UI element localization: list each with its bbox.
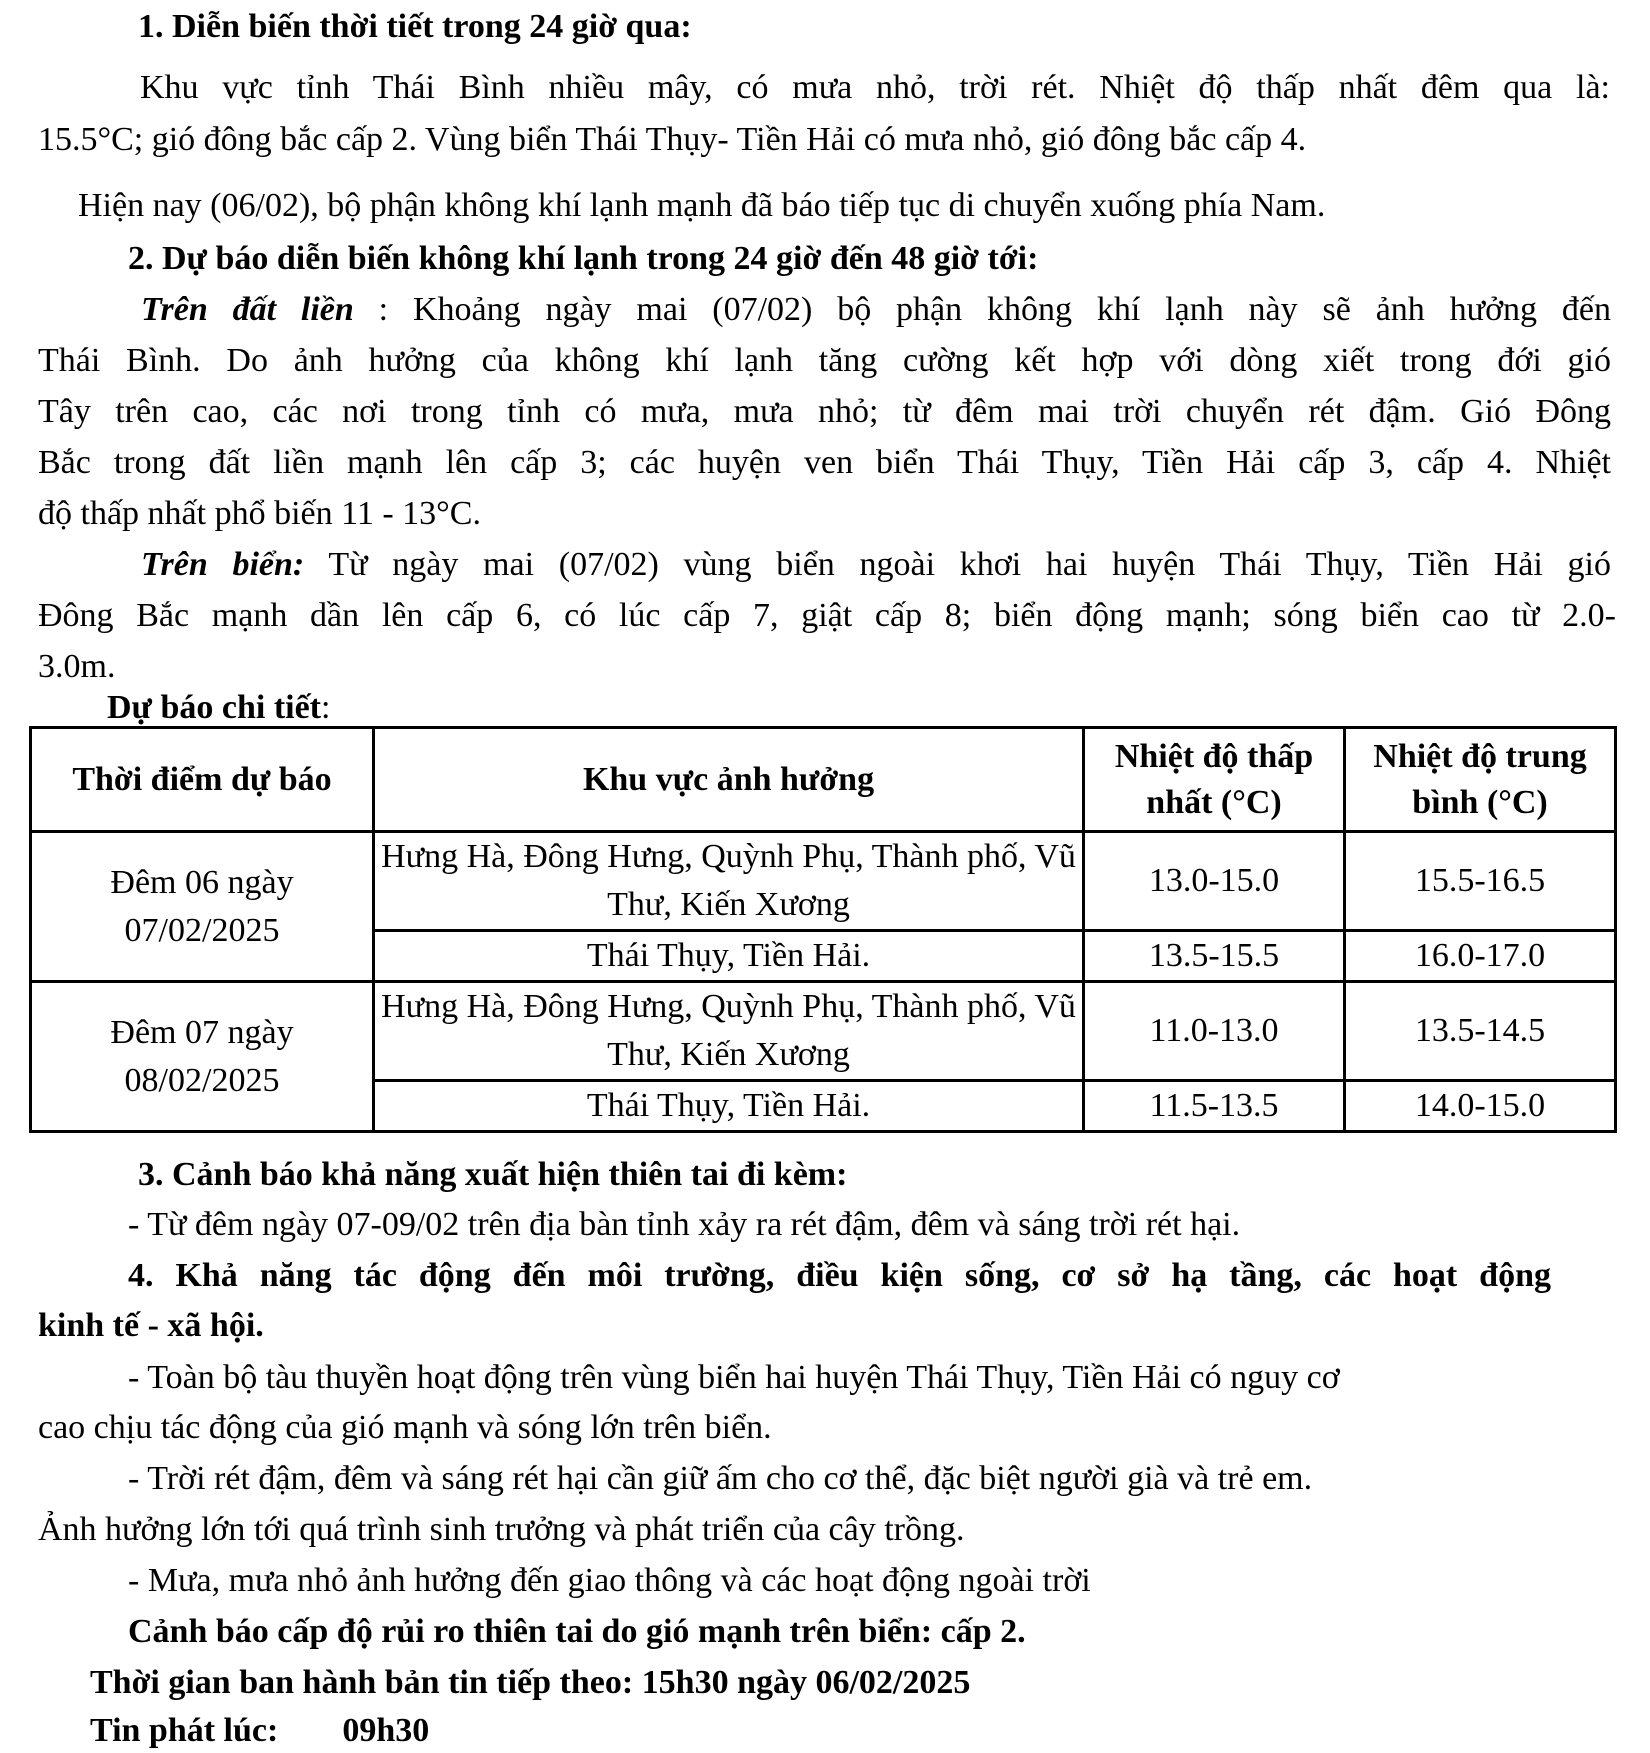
section4-item2-line2: Ảnh hưởng lớn tới quá trình sinh trưởng và phát triển của cây trồng.: [38, 1511, 965, 1548]
table-row: [31, 982, 1616, 1081]
section4-heading-line2: kinh tế - xã hội.: [38, 1307, 264, 1344]
cell-avg-temp: 15.5-16.5: [1345, 832, 1616, 931]
section3-item1: - Từ đêm ngày 07-09/02 trên địa bàn tỉnh xảy ra rét đậm, đêm và sáng trời rét hại.: [128, 1206, 1241, 1243]
section4-heading-line1-text: 4. Khả năng tác động đến môi trường, điều kiện sống, cơ sở hạ tầng, các hoạt động: [128, 1257, 1551, 1294]
land-paragraph-line5: độ thấp nhất phổ biến 11 - 13°C.: [38, 495, 481, 532]
section1-heading: 1. Diễn biến thời tiết trong 24 giờ qua:: [138, 8, 692, 45]
land-line1-text: : Khoảng ngày mai (07/02) bộ phận không khí lạnh này sẽ ảnh hưởng đến: [353, 291, 1611, 328]
detail-label: Dự báo chi tiết: [107, 689, 321, 726]
section4-item2-line1: - Trời rét đậm, đêm và sáng rét hại cần giữ ấm cho cơ thể, đặc biệt người già và trẻ em.: [128, 1460, 1313, 1497]
cell-area: Thái Thụy, Tiền Hải.: [374, 931, 1084, 982]
cell-min-temp: 13.0-15.0: [1084, 832, 1345, 931]
section2-heading: 2. Dự báo diễn biến không khí lạnh trong 24 giờ đến 48 giờ tới:: [128, 240, 1039, 277]
land-paragraph-line3: Tây trên cao, các nơi trong tỉnh có mưa, mưa nhỏ; từ đêm mai trời chuyển rét đậm. Gió Đông: [38, 393, 1611, 430]
header-avg-temp: Nhiệt độ trung bình (°C): [1345, 728, 1616, 832]
section4-item3: - Mưa, mưa nhỏ ảnh hưởng đến giao thông và các hoạt động ngoài trời: [128, 1562, 1091, 1599]
section1-para1-line1-text: Khu vực tỉnh Thái Bình nhiều mây, có mưa nhỏ, trời rét. Nhiệt độ thấp nhất đêm qua là:: [140, 69, 1610, 106]
land-paragraph-line1: [141, 290, 1611, 330]
land-label: Trên đất liền: [141, 291, 354, 328]
sea-line1-text: Từ ngày mai (07/02) vùng biển ngoài khơi hai huyện Thái Thụy, Tiền Hải gió: [304, 546, 1612, 583]
cell-avg-temp: 16.0-17.0: [1345, 931, 1616, 982]
header-min-temp: Nhiệt độ thấp nhất (°C): [1084, 728, 1345, 832]
section4-item1-line1: - Toàn bộ tàu thuyền hoạt động trên vùng biển hai huyện Thái Thụy, Tiền Hải có nguy cơ: [128, 1359, 1340, 1396]
section4-item1-line2: cao chịu tác động của gió mạnh và sóng lớn trên biển.: [38, 1409, 772, 1446]
issued-time: 09h30: [342, 1712, 430, 1749]
detail-colon: :: [321, 689, 331, 726]
cell-min-temp: 11.5-13.5: [1084, 1081, 1345, 1132]
next-bulletin-time: Thời gian ban hành bản tin tiếp theo: 15h30 ngày 06/02/2025: [90, 1664, 971, 1701]
section1-para1-line2: 15.5°C; gió đông bắc cấp 2. Vùng biển Thái Thụy- Tiền Hải có mưa nhỏ, gió đông bắc cấp 4.: [38, 121, 1307, 158]
land-paragraph-line4: Bắc trong đất liền mạnh lên cấp 3; các huyện ven biển Thái Thụy, Tiền Hải cấp 3, cấp 4. Nhiệt: [38, 444, 1611, 481]
header-time: Thời điểm dự báo: [31, 728, 374, 832]
detail-forecast-label: [107, 688, 330, 728]
section1-para1-line1: [140, 68, 1610, 108]
cell-time: Đêm 07 ngày 08/02/2025: [31, 982, 374, 1132]
section3-heading: 3. Cảnh báo khả năng xuất hiện thiên tai đi kèm:: [138, 1156, 848, 1193]
table-header-row: [31, 728, 1616, 832]
cell-time: Đêm 06 ngày 07/02/2025: [31, 832, 374, 982]
cell-area: Hưng Hà, Đông Hưng, Quỳnh Phụ, Thành phố, Vũ Thư, Kiến Xương: [374, 982, 1084, 1081]
table-row: [31, 832, 1616, 931]
sea-line1-wrap: [141, 545, 1611, 585]
issued-time-row: [90, 1711, 429, 1751]
cell-area: Thái Thụy, Tiền Hải.: [374, 1081, 1084, 1132]
cell-area: Hưng Hà, Đông Hưng, Quỳnh Phụ, Thành phố, Vũ Thư, Kiến Xương: [374, 832, 1084, 931]
section4-heading-line1: [128, 1256, 1551, 1296]
header-area: Khu vực ảnh hưởng: [374, 728, 1084, 832]
cell-min-temp: 13.5-15.5: [1084, 931, 1345, 982]
forecast-table: [29, 726, 1617, 1133]
risk-level-warning: Cảnh báo cấp độ rủi ro thiên tai do gió mạnh trên biển: cấp 2.: [128, 1613, 1026, 1650]
sea-paragraph-line1: [141, 545, 1611, 585]
cell-avg-temp: 13.5-14.5: [1345, 982, 1616, 1081]
sea-paragraph-line3: 3.0m.: [38, 648, 116, 685]
land-paragraph-line2: Thái Bình. Do ảnh hưởng của không khí lạnh tăng cường kết hợp với dòng xiết trong đới gió: [38, 342, 1611, 379]
cell-avg-temp: 14.0-15.0: [1345, 1081, 1616, 1132]
cell-min-temp: 11.0-13.0: [1084, 982, 1345, 1081]
section1-para2: Hiện nay (06/02), bộ phận không khí lạnh mạnh đã báo tiếp tục di chuyển xuống phía Nam.: [78, 187, 1326, 224]
land-line1-wrap: [141, 290, 1611, 330]
sea-label: Trên biển:: [141, 546, 305, 583]
sea-paragraph-line2: Đông Bắc mạnh dần lên cấp 6, có lúc cấp 7, giật cấp 8; biển động mạnh; sóng biển cao từ 2.0-: [38, 597, 1616, 634]
issued-label: Tin phát lúc:: [90, 1712, 279, 1749]
